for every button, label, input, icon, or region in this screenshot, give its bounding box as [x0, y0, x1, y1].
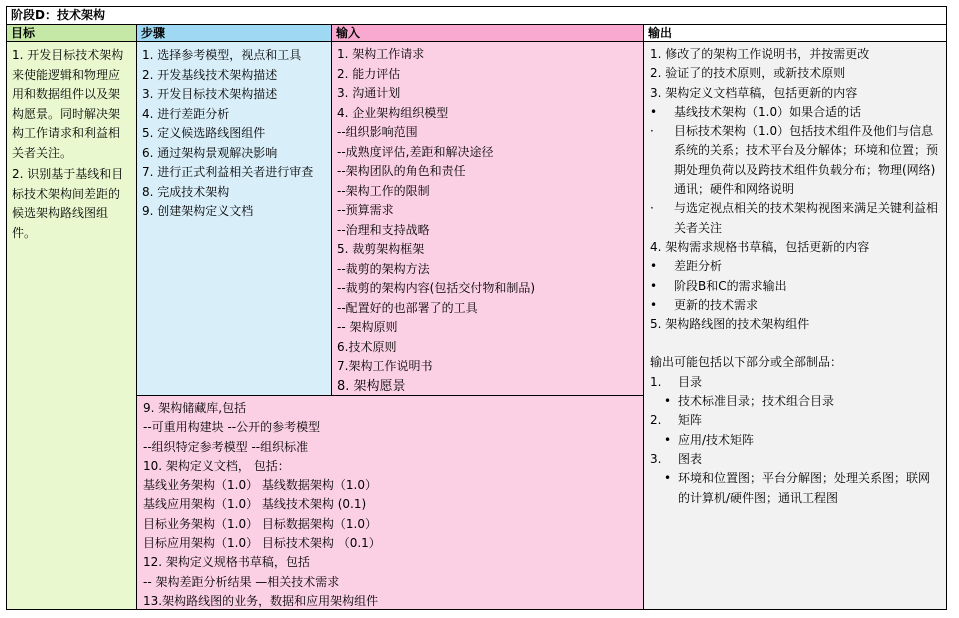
artifact-item: 3. 图表	[650, 451, 703, 466]
output-item: 4. 架构需求规格书草稿，包括更新的内容	[650, 239, 870, 254]
bullet-icon: ·	[650, 201, 654, 216]
spacer	[650, 334, 940, 353]
bullet-icon: •	[664, 394, 672, 409]
output-bullet: • 阶段B和C的需求输出	[650, 277, 940, 296]
input-item: 6.技术原则	[337, 339, 397, 354]
input-continued-item: 目标业务架构（1.0） 目标数据架构（1.0）	[143, 516, 377, 531]
header-output: 输出	[643, 24, 947, 42]
artifact-sub: • 技术标准目录；技术组合目录	[650, 392, 940, 411]
header-input: 输入	[331, 24, 644, 42]
artifact-sub: • 应用/技术矩阵	[650, 431, 940, 450]
output-item: 3. 架构定义文档草稿，包括更新的内容	[650, 85, 858, 100]
input-continued-item: 12. 架构定义规格书草稿，包括	[143, 555, 310, 570]
bullet-icon: •	[664, 471, 672, 486]
input-item: 8. 架构愿景	[337, 378, 406, 394]
input-cell	[331, 41, 644, 396]
goal-item: 2. 识别基于基线和目标技术架构间差距的候选架构路线图组件。	[12, 167, 124, 240]
artifact-item: 2. 矩阵	[650, 413, 703, 428]
input-item: --成熟度评估,差距和解决途径	[337, 144, 494, 159]
input-item: --预算需求	[337, 203, 394, 217]
step-item: 8. 完成技术架构	[142, 184, 230, 199]
input-item: 3. 沟通计划	[337, 86, 401, 100]
bullet-icon: •	[664, 432, 672, 447]
step-item: 3. 开发目标技术架构描述	[142, 87, 278, 101]
step-item: 5. 定义候选路线图组件	[142, 126, 266, 140]
steps-cell	[136, 41, 332, 396]
input-item: --裁剪的架构内容(包括交付物和制品)	[337, 281, 536, 295]
input-item: --架构工作的限制	[337, 183, 430, 198]
output-item: 2. 验证了的技术原则，或新技术原则	[650, 66, 846, 81]
input-continued-item: 基线业务架构（1.0） 基线数据架构（1.0）	[143, 478, 377, 493]
input-continued-item: 9. 架构储藏库,包括	[143, 401, 247, 415]
goal-item: 1. 开发目标技术架构来使能逻辑和物理应用和数据组件以及架构愿景。同时解决架构工作请求和利益相关者关注。	[12, 48, 124, 160]
bullet-icon: •	[650, 278, 658, 293]
bullet-icon: •	[650, 104, 658, 119]
input-continued-item: -- 架构差距分析结果 —相关技术需求	[143, 574, 340, 589]
step-item: 6. 通过架构景观解决影响	[142, 145, 278, 160]
input-continued-item: --组织特定参考模型 --组织标准	[143, 439, 309, 454]
input-continued-item: 目标应用架构（1.0） 目标技术架构 （0.1）	[143, 536, 381, 551]
artifact-sub: • 环境和位置图；平台分解图；处理关系图；联网的计算机/硬件图；通讯工程图	[650, 469, 940, 508]
input-item: -- 架构原则	[337, 320, 398, 334]
input-item: 5. 裁剪架构框架	[337, 242, 425, 256]
step-item: 1. 选择参考模型，视点和工具	[142, 48, 302, 62]
input-item: --治理和支持战略	[337, 222, 430, 237]
bullet-icon: •	[650, 259, 658, 274]
artifact-item: 1. 目录	[650, 374, 703, 389]
step-item: 4. 进行差距分析	[142, 106, 230, 121]
input-continued-item: --可重用构建块 --公开的参考模型	[143, 420, 321, 435]
header-goal: 目标	[6, 24, 137, 42]
step-item: 9. 创建架构定义文档	[142, 204, 254, 218]
input-continued-cell	[136, 395, 644, 610]
output-bullet: · 与选定视点相关的技术架构视图来满足关键利益相关者关注	[650, 199, 940, 238]
input-item: --裁剪的架构方法	[337, 261, 430, 276]
output-item: 5. 架构路线图的技术架构组件	[650, 317, 810, 332]
header-steps: 步骤	[136, 24, 332, 42]
output-item: 1. 修改了的架构工作说明书，并按需更改	[650, 47, 870, 61]
phase-title: 阶段D：技术架构	[6, 6, 947, 25]
input-item: 2. 能力评估	[337, 66, 401, 81]
input-item: 1. 架构工作请求	[337, 47, 425, 61]
input-item: --组织影响范围	[337, 125, 418, 139]
input-item: 4. 企业架构组织模型	[337, 105, 449, 120]
input-continued-item: 10. 架构定义文档， 包括：	[143, 458, 290, 473]
output-bullet: • 基线技术架构（1.0）如果合适的话	[650, 103, 940, 122]
input-item: --配置好的也部署了的工具	[337, 300, 478, 315]
bullet-icon: •	[650, 297, 658, 312]
artifacts-intro: 输出可能包括以下部分或全部制品：	[650, 355, 843, 370]
input-continued-item: 基线应用架构（1.0） 基线技术架构 (0.1)	[143, 497, 367, 512]
output-bullet: • 更新的技术需求	[650, 296, 940, 315]
step-item: 2. 开发基线技术架构描述	[142, 67, 278, 82]
input-continued-item: 13.架构路线图的业务，数据和应用架构组件	[143, 593, 379, 608]
output-bullet: • 差距分析	[650, 257, 940, 276]
output-cell	[643, 41, 947, 610]
step-item: 7. 进行正式利益相关者进行审查	[142, 165, 314, 179]
goal-cell	[6, 41, 137, 610]
output-bullet: · 目标技术架构（1.0）包括技术组件及他们与信息系统的关系；技术平台及分解体；环境和位置；预期处理负荷以及跨技术组件负载分布；物理(网络)通讯；硬件和网络说明	[650, 122, 940, 199]
input-item: 7.架构工作说明书	[337, 359, 433, 373]
input-item: --架构团队的角色和责任	[337, 164, 466, 178]
bullet-icon: ·	[650, 124, 654, 139]
